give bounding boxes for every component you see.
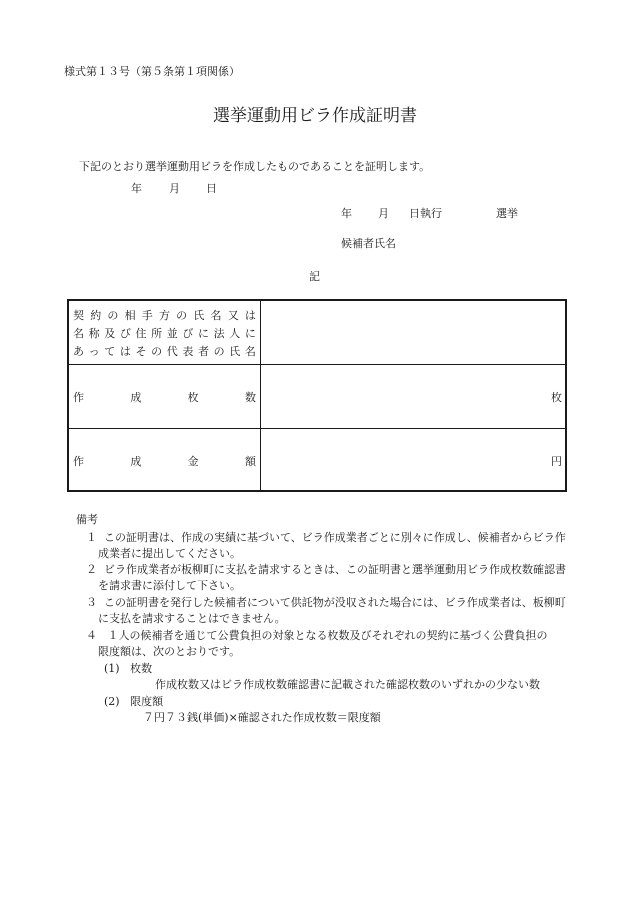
intro-statement: 下記のとおり選挙運動用ビラを作成したものであることを証明します。 (79, 160, 431, 173)
note-2-continued: を請求書に添付して下さい。 (98, 579, 241, 592)
sub-item-label: 限度額 (130, 695, 164, 708)
sub-item-1-text: 作成枚数又はビラ作成枚数確認書に記載された確認枚数のいずれかの少ない数 (155, 678, 540, 691)
certificate-table (67, 299, 567, 492)
sub-item-2-text: ７円７３銭(単価)×確認された作成枚数＝限度額 (143, 711, 381, 724)
ki-heading: 記 (309, 270, 320, 283)
note-number: ４ (86, 629, 97, 642)
candidate-name-label: 候補者氏名 (341, 237, 396, 250)
note-text: この証明書を発行した候補者について供託物が没収された場合には、ビラ作成業者は、板柳町 (104, 596, 566, 609)
table-row-divider (69, 428, 565, 429)
election-label: 選挙 (496, 207, 518, 220)
contractor-label-line-3: あ っ て は そ の 代 表 者 の 氏 名 (73, 345, 256, 358)
election-year-label: 年 (341, 207, 352, 220)
note-text: この証明書は、作成の実績に基づいて、ビラ作成業者ごとに別々に作成し、候補者からビラ作 (104, 531, 566, 544)
note-3 (86, 597, 566, 608)
date-month-label: 月 (169, 182, 180, 195)
election-executed-label: 日執行 (409, 207, 442, 220)
note-4-continued: 限度額は、次のとおりです。 (98, 645, 241, 658)
table-column-divider (260, 301, 261, 490)
amount-label: 作 成 金 額 (73, 455, 256, 468)
note-number: ２ (86, 563, 97, 576)
election-month-label: 月 (378, 207, 389, 220)
contractor-label-line-1: 契 約 の 相 手 方 の 氏 名 又 は (73, 309, 256, 322)
sub-item-number: (2) (104, 695, 120, 708)
sub-item-2 (104, 696, 163, 707)
sub-item-number: (1) (104, 662, 120, 675)
note-3-continued: に支払を請求することはできません。 (98, 612, 286, 625)
note-text: １人の候補者を通じて公費負担の対象となる枚数及びそれぞれの契約に基づく公費負担の (107, 629, 548, 642)
notes-title: 備考 (76, 513, 98, 526)
sheet-count-unit: 枚 (551, 391, 562, 404)
table-row-divider (69, 364, 565, 365)
amount-unit: 円 (551, 455, 562, 468)
sheet-count-label: 作 成 枚 数 (73, 391, 256, 404)
contractor-label-line-2: 名 称 及 び 住 所 並 び に 法 人 に (73, 327, 256, 340)
sub-item-1 (104, 663, 152, 674)
note-1 (86, 532, 566, 543)
note-2 (86, 564, 566, 575)
document-title: 選挙運動用ビラ作成証明書 (213, 106, 417, 126)
note-text: ビラ作成業者が板柳町に支払を請求するときは、この証明書と選挙運動用ビラ作成枚数確認書 (104, 563, 566, 576)
date-year-label: 年 (131, 182, 142, 195)
note-number: １ (86, 531, 97, 544)
date-day-label: 日 (206, 182, 217, 195)
form-number: 様式第１３号（第５条第１項関係） (64, 65, 240, 78)
note-4 (86, 630, 548, 641)
note-number: ３ (86, 596, 97, 609)
sub-item-label: 枚数 (130, 662, 153, 675)
note-1-continued: 成業者に提出してください。 (98, 547, 241, 560)
